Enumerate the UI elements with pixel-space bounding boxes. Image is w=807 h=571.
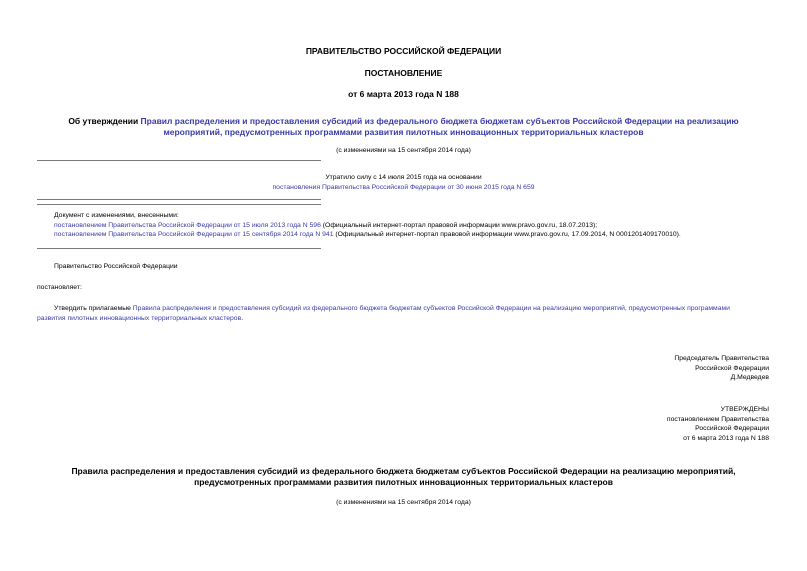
rules-title-link[interactable]: Правил распределения и предоставления субсидий из федерального бюджета бюджетам субъектов Российской Федерации на реализацию	[140, 116, 739, 126]
approve-paragraph	[37, 304, 782, 323]
rules-title-link-cont[interactable]: мероприятий, предусмотренных программами развития пилотных инновационных территориальных кластеров	[163, 127, 644, 137]
approved-country: Российской Федерации	[695, 425, 769, 432]
rules-title	[0, 466, 807, 488]
amendment-link[interactable]: постановлением Правительства Российской Федерации от 15 сентября 2014 года N 941	[54, 231, 334, 238]
document-date-number: от 6 марта 2013 года N 188	[348, 89, 459, 99]
divider	[37, 160, 321, 161]
changes-intro: Документ с изменениями, внесенными:	[54, 212, 179, 219]
signature-position: Председатель Правительства	[674, 355, 769, 362]
government-heading: ПРАВИТЕЛЬСТВО РОССИЙСКОЙ ФЕДЕРАЦИИ	[305, 46, 502, 56]
approve-suffix: .	[241, 314, 244, 322]
document-title	[0, 116, 807, 138]
signature-country: Российской Федерации	[695, 364, 769, 372]
approved-rules-link[interactable]: Правила распределения и предоставления субсидий из федерального бюджета бюджетам субъектов Российской Федерации на реализацию мероприятий, предусмотренных программами	[132, 305, 730, 312]
approve-prefix: Утвердить прилагаемые	[54, 305, 133, 312]
divider	[37, 199, 321, 200]
signature-name: Д.Медведев	[730, 374, 769, 381]
divider	[37, 248, 321, 249]
title-prefix: Об утверждении	[68, 116, 141, 126]
approved-rules-link-cont[interactable]: развития пилотных инновационных территориальных кластеров	[37, 314, 242, 322]
list-item	[54, 230, 794, 240]
amendment-note: (с изменениями на 15 сентября 2014 года)	[336, 147, 471, 154]
government-subject: Правительство Российской Федерации	[54, 263, 178, 270]
divider	[37, 204, 321, 205]
repeal-decree-link[interactable]: постановления Правительства Российской Федерации от 30 июня 2015 года N 659	[272, 183, 535, 191]
decrees-word: постановляет:	[37, 284, 82, 291]
changes-list	[54, 211, 794, 240]
list-item	[54, 221, 794, 231]
rules-title-line: Правила распределения и предоставления субсидий из федерального бюджета бюджетам субъектов Российской Федерации на реализацию мероприятий,	[71, 466, 736, 476]
signature-block	[560, 354, 769, 383]
amendment-source: (Официальный интернет-портал правовой информации www.pravo.gov.ru, 18.07.2013);	[320, 221, 598, 229]
lost-force-text: Утратило силу с 14 июля 2015 года на основании	[325, 174, 482, 181]
rules-title-line: предусмотренных программами развития пилотных инновационных территориальных кластеров	[194, 477, 613, 487]
approval-stamp	[560, 405, 769, 443]
approved-label: УТВЕРЖДЕНЫ	[720, 406, 769, 413]
document-type: ПОСТАНОВЛЕНИЕ	[364, 68, 443, 78]
approved-date: от 6 марта 2013 года N 188	[683, 434, 769, 442]
lost-force-note	[0, 173, 807, 192]
rules-amendment-note: (с изменениями на 15 сентября 2014 года)	[336, 499, 471, 506]
approved-by: постановлением Правительства	[666, 415, 769, 423]
amendment-source: (Официальный интернет-портал правовой информации www.pravo.gov.ru, 17.09.2014, N 0001201409170010).	[333, 231, 681, 238]
amendment-link[interactable]: постановлением Правительства Российской Федерации от 15 июля 2013 года N 596	[54, 221, 321, 229]
